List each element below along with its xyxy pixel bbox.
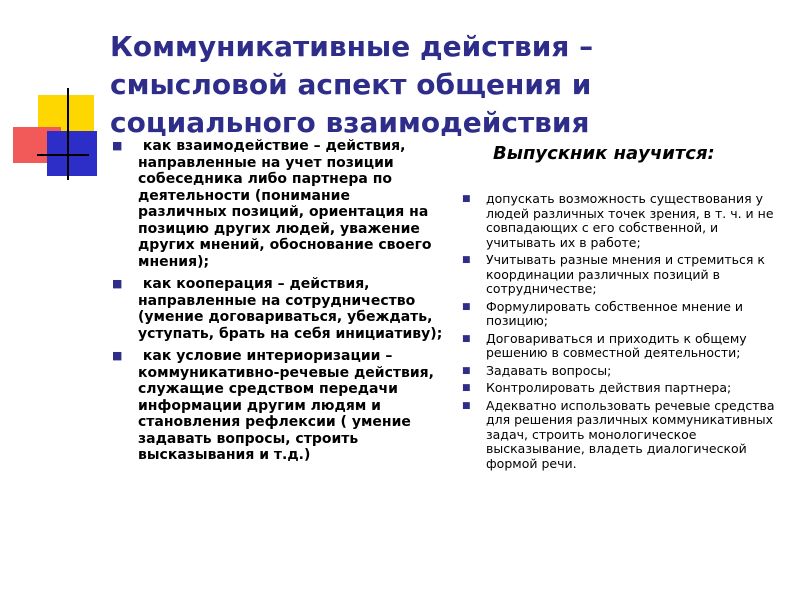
square-bullet-icon: ■: [462, 383, 471, 393]
right-heading: Выпускник научится:: [493, 143, 715, 164]
left-bullet-list: [108, 138, 443, 470]
list-item: [108, 138, 443, 270]
list-item: [108, 276, 443, 342]
list-item-text: Учитывать разные мнения и стремиться к координации различных позиций в сотрудничестве;: [486, 252, 765, 296]
square-bullet-icon: ■: [462, 255, 471, 265]
decor-vertical-line: [67, 88, 69, 180]
square-bullet-icon: ■: [462, 333, 471, 344]
decor-horizontal-line: [37, 154, 89, 156]
square-bullet-icon: ■: [462, 365, 471, 376]
list-item-text: как кооперация – действия, направленные на сотрудничество (умение договариваться, убеждать, уступать, брать на себя инициативу);: [138, 276, 443, 342]
list-item: [462, 381, 782, 396]
list-item: [462, 192, 782, 250]
right-bullet-list: [462, 192, 782, 474]
list-item: [462, 253, 782, 297]
list-item: [462, 300, 782, 329]
list-item-text: Формулировать собственное мнение и позицию;: [486, 298, 743, 328]
list-item-text: Договариваться и приходить к общему решению в совместной деятельности;: [486, 330, 747, 360]
list-item-text: допускать возможность существования у людей различных точек зрения, в т. ч. и не совпадающих с его собственной, и учитывать их в работе;: [486, 191, 774, 250]
square-bullet-icon: ■: [112, 139, 123, 152]
list-item: [108, 348, 443, 464]
list-item-text: Задавать вопросы;: [486, 362, 612, 378]
list-item: [462, 399, 782, 472]
list-item: [462, 332, 782, 361]
list-item-text: Контролировать действия партнера;: [486, 380, 732, 395]
square-bullet-icon: ■: [112, 349, 123, 362]
list-item-text: как взаимодействие – действия, направленные на учет позиции собеседника либо партнера по деятельности (понимание различных позиций, ориентация на позицию других людей, уважение других мнений, обоснование своего мнения);: [138, 138, 437, 270]
list-item-text: Адекватно использовать речевые средства для решения различных коммуникативных задач, строить монологическое высказывание, владеть диалогической формой речи.: [486, 397, 775, 471]
square-bullet-icon: ■: [462, 400, 471, 411]
square-bullet-icon: ■: [112, 277, 123, 290]
square-bullet-icon: ■: [462, 301, 471, 312]
square-bullet-icon: ■: [462, 194, 471, 204]
list-item: [462, 364, 782, 379]
list-item-text: как условие интериоризации – коммуникативно-речевые действия, служащие средством передачи информации другим людям и становления рефлексии ( умение задавать вопросы, строить высказывания и т.д.): [138, 348, 439, 463]
slide-title: Коммуникативные действия – смысловой аспект общения и социального взаимодействия: [110, 30, 594, 139]
